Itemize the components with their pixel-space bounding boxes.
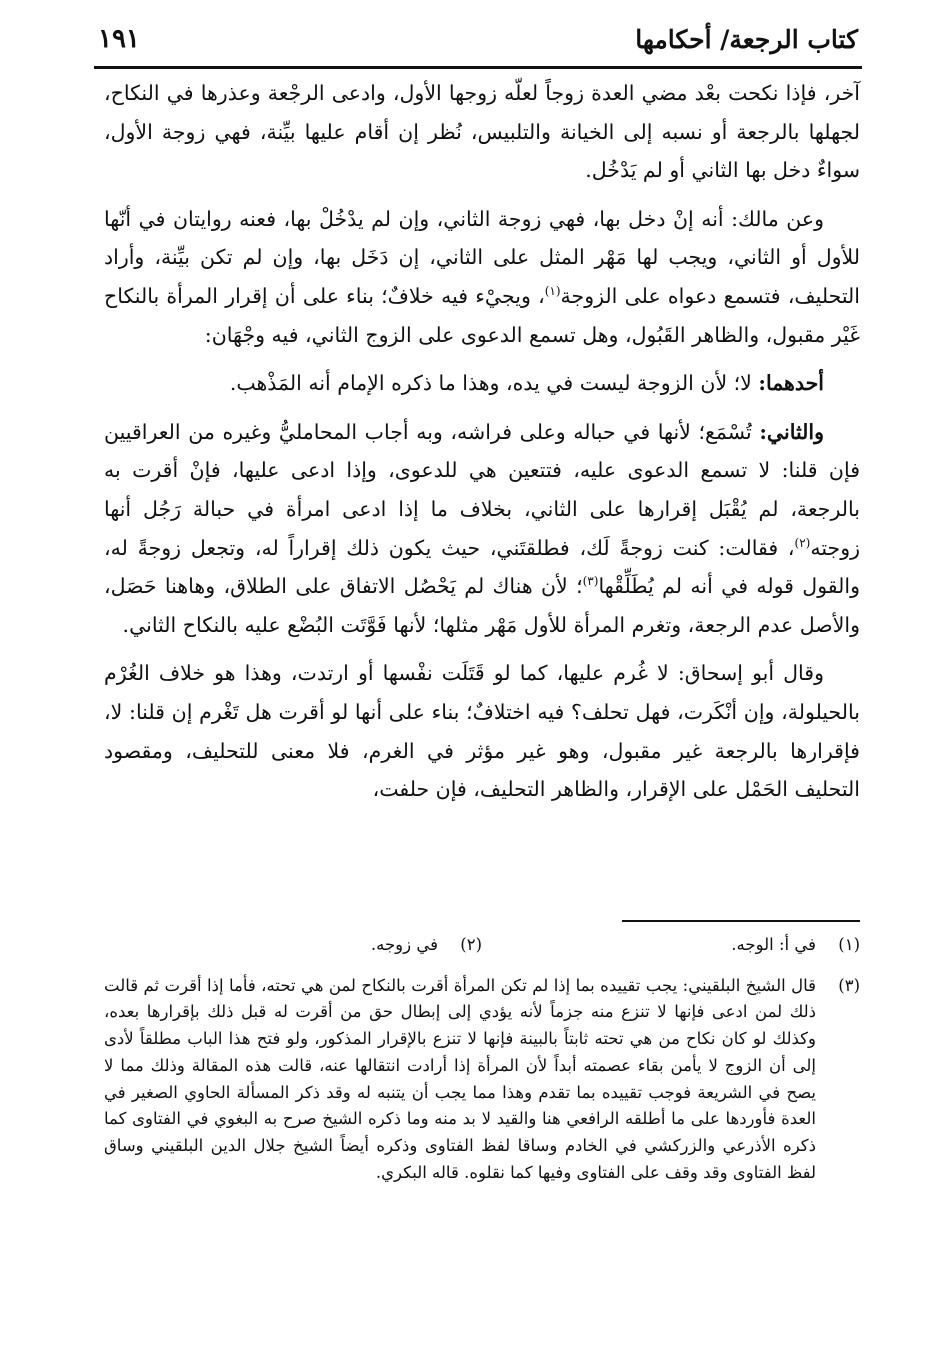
paragraph-4-lead: والثاني: [759,419,824,444]
paragraph-5 [104,654,860,808]
paragraph-4-text-b: ، فقالت: كنت زوجةً لَك، فطلقتَني، حيث يكون ذلك إقراراً له، وتجعل زوجةً له، والقول قوله في أنه لم يُطَلِّقْها [104,535,860,599]
footnote-divider [622,920,860,922]
paragraph-5-text: وقال أبو إسحاق: لا غُرم عليها، كما لو قَتَلَت نفْسها أو ارتدت، وهذا هو خلاف الغُرْم بالحيلولة، وإن أنْكَرت، فهل تحلف؟ فيه اختلافٌ؛ بناء على أنها لو أقرت هل تَغْرم إن قلنا: لا، فإقرارها بالرجعة غير مقبول، وهو غير مؤثر في الغرم، فلا معنى للتحليف، ومقصود التحليف الحَمْل على الإقرار، والظاهر التحليف، فإن حلفت، [104,661,860,802]
paragraph-2-text-b: ، ويجيْء فيه خلافٌ؛ بناء على أن إقرار المرأة بالنكاح غَيْر مقبول، والظاهر القَبُول، وهل تسمع الدعوى على الزوج الثاني، فيه وجْهَان: [104,283,860,347]
paragraph-1-text: آخر، فإذا نكحت بعْد مضي العدة زوجاً لعلّه زوجها الأول، وادعى الرجْعة وعذرها في النكاح، لجهلها بالرجعة أو نسبه إلى الخيانة والتلبيس، نُظر إن أقام عليها بيِّنة، فهي زوجة الأول، سواءٌ دخل بها الثاني أو لم يَدْخُل. [104,81,860,183]
footnote-2-number: (٢) [460,935,482,954]
paragraph-4-text-c: ؛ لأن هناك لم يَحْصُل الاتفاق على الطلاق، وهاهنا حَصَل، والأصل عدم الرجعة، وتغرم المرأة للأول مَهْر مثلها؛ لأنها فَوَّتَت البُضْع عليه بالنكاح الثاني. [104,574,860,637]
footnote-3 [104,973,860,1187]
footnote-ref-2: (٢) [794,535,811,550]
paragraph-1 [104,74,860,190]
header-divider [94,66,862,69]
footnote-3-text: قال الشيخ البلقيني: يجب تقييده بما إذا لم تكن المرأة أقرت بالنكاح لمن هي تحته، فأما إذا أقرت ثم قالت ذلك لمن ادعى فإنها لا تنزع منه جزماً لأنه يؤدي إلى إبطال حق من أقرت له قبل ذلك بإقرارها بعده، وكذلك لو كان نكاح من هي تحته ثابتاً بالبينة فإنها لا تنزع بالإقرار المذكور، ولو فتح هذا الباب مطلقاً لأدى إلى أن الزوج لا يأمن بقاء عصمته أبداً لأن المرأة إذا أرادت انتقالها عنه، قالت هذه المقالة وذلك مما لا يصح في الشريعة فوجب تقييده بما تقدم وهذا مما يجب أن يتنبه له وقد ذكر المسألة الحاوي الصغير في العدة فأوردها على ما أطلقه الرافعي هنا والقيد لا بد منه وما ذكره الشيخ صرح به البغوي في الفتاوى كما ذكره الأذرعي والزركشي في الخادم وساقا لفظ الفتاوى وذكره أيضاً الشيخ جلال الدين البلقيني وساق لفظ الفتاوى وقد وقف على الفتاوى وفيها كما نقلوه. قاله البكري. [104,975,816,1182]
paragraph-2 [104,200,860,354]
page-number: ١٩١ [98,24,140,54]
footnote-1-number: (١) [838,935,860,954]
paragraph-4 [104,413,860,645]
footnote-ref-1: (١) [544,284,561,299]
footnotes [104,932,860,1196]
main-text [104,74,860,819]
footnote-1 [482,932,860,959]
paragraph-3 [104,364,860,403]
footnote-ref-3: (٣) [582,574,599,589]
footnote-2 [104,932,482,959]
paragraph-3-text: لا؛ لأن الزوجة ليست في يده، وهذا ما ذكره الإمام أنه المَذْهب. [229,371,759,396]
paragraph-4-text-a: تُسْمَع؛ لأنها في حباله وعلى فراشه، وبه أجاب المحامليُّ وغيره من العراقيين فإن قلنا: لا تسمع الدعوى عليه، فتتعين هي للدعوى، وإذا ادعى عليها، فإنْ أقرت به بالرجعة، لم يُقْبَل إقرارها على الثاني، بخلاف ما إذا ادعى امرأة في حبالة رَجُل أنها زوجته [104,419,860,560]
footnote-2-text: في زوجه. [370,935,438,954]
paragraph-3-lead: أحدهما: [758,371,824,396]
footnote-3-number: (٣) [838,975,860,995]
paragraph-2-text-a: وعن مالك: أنه إنْ دخل بها، فهي زوجة الثاني، وإن لم يدْخُلْ بها، فعنه روايتان في أنّها للأول أو الثاني، ويجب لها مَهْر المثل على الثاني، إن دَخَل بها، وإن لم تكن بيِّنة، وأراد التحليف، فتسمع دعواه على الزوجة [104,206,860,308]
footnote-row-1-2 [104,932,860,959]
footnote-1-text: في أ: الوجه. [731,935,816,954]
running-title: كتاب الرجعة/ أحكامها [635,24,858,54]
page-header [98,14,858,64]
